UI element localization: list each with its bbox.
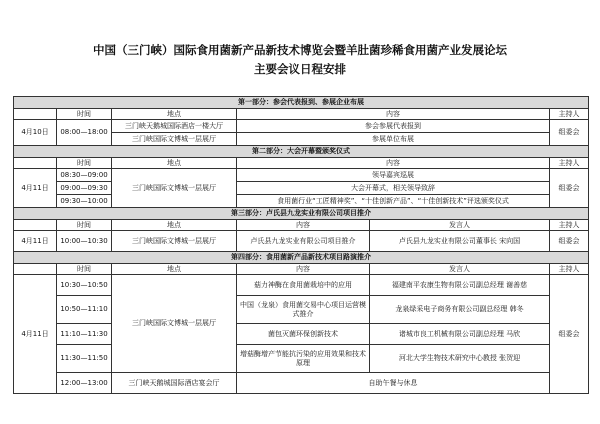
location-cell: 三门峡国际文博城一层展厅 <box>112 231 237 252</box>
header-host: 主持人 <box>550 264 589 275</box>
column-header-row <box>14 264 589 275</box>
time-cell: 10:30—10:50 <box>57 275 112 296</box>
speaker-cell: 龙泉绿采电子商务有限公司副总经理 韩冬 <box>370 296 550 324</box>
blank-cell <box>14 158 57 169</box>
time-cell: 11:30—11:50 <box>57 345 112 373</box>
time-cell: 10:00—10:30 <box>57 231 112 252</box>
section-header-row <box>14 97 589 109</box>
content-cell: 菌包灭菌环保创新技术 <box>237 324 370 345</box>
date-cell: 4月10日 <box>14 120 57 146</box>
table-row <box>14 275 589 296</box>
host-cell: 组委会 <box>550 169 589 208</box>
table-row <box>14 296 589 324</box>
header-time: 时间 <box>57 264 112 275</box>
content-cell: 参展单位布展 <box>237 133 550 146</box>
time-cell: 11:10—11:30 <box>57 324 112 345</box>
table-row <box>14 169 589 182</box>
location-cell: 三门峡国际文博城一层展厅 <box>112 169 237 208</box>
content-cell: 大会开幕式，相关领导致辞 <box>237 182 550 195</box>
header-location: 地点 <box>112 264 237 275</box>
speaker-cell: 福建南平农康生物有限公司副总经理 谢善慈 <box>370 275 550 296</box>
location-cell: 三门峡国际文博城一层展厅 <box>112 275 237 373</box>
table-row <box>14 195 589 208</box>
blank-cell <box>14 264 57 275</box>
header-host: 主持人 <box>550 158 589 169</box>
speaker-cell: 河北大学生物技术研究中心教授 张贺迎 <box>370 345 550 373</box>
header-host: 主持人 <box>550 109 589 120</box>
content-cell: 自助午餐与休息 <box>237 373 550 394</box>
section-header-row <box>14 208 589 220</box>
host-cell: 组委会 <box>550 275 589 394</box>
header-speaker: 发言人 <box>370 220 550 231</box>
table-row <box>14 231 589 252</box>
time-cell: 12:00—13:00 <box>57 373 112 394</box>
table-row <box>14 324 589 345</box>
column-header-row <box>14 109 589 120</box>
section-heading: 第一部分：参会代表报到、参展企业布展 <box>14 97 589 109</box>
header-time: 时间 <box>57 158 112 169</box>
section-header-row <box>14 146 589 158</box>
date-cell: 4月11日 <box>14 169 57 208</box>
time-cell: 08:00—18:00 <box>57 120 112 146</box>
content-cell: 食用菌行业“工匠精神奖”、“十佳创新产品”、“十佳创新技术”评选颁奖仪式 <box>237 195 550 208</box>
header-content: 内容 <box>237 158 550 169</box>
host-cell: 组委会 <box>550 120 589 146</box>
content-cell: 卢氏县九龙实业有限公司项目推介 <box>237 231 370 252</box>
header-host: 主持人 <box>550 220 589 231</box>
header-time: 时间 <box>57 109 112 120</box>
header-content: 内容 <box>237 264 370 275</box>
content-cell: 领导嘉宾巡展 <box>237 169 550 182</box>
blank-cell <box>14 220 57 231</box>
time-cell: 08:30—09:00 <box>57 169 112 182</box>
location-cell: 三门峡天鹅城国际酒店宴会厅 <box>112 373 237 394</box>
header-location: 地点 <box>112 158 237 169</box>
column-header-row <box>14 220 589 231</box>
header-content: 内容 <box>237 109 550 120</box>
header-speaker: 发言人 <box>370 264 550 275</box>
table-row <box>14 120 589 133</box>
page-subtitle: 主要会议日程安排 <box>254 62 346 76</box>
table-row <box>14 345 589 373</box>
table-row <box>14 182 589 195</box>
date-cell: 4月11日 <box>14 231 57 252</box>
content-cell: 参会参展代表报到 <box>237 120 550 133</box>
host-cell: 组委会 <box>550 231 589 252</box>
content-cell: 增菇酶增产节能抗污染的应用效果和技术原理 <box>237 345 370 373</box>
blank-cell <box>14 109 57 120</box>
content-cell: 菇力神酶在食用菌栽培中的应用 <box>237 275 370 296</box>
time-cell: 09:30—10:00 <box>57 195 112 208</box>
header-content: 内容 <box>237 220 370 231</box>
header-location: 地点 <box>112 109 237 120</box>
section-heading: 第四部分：食用菌新产品新技术项目路演推介 <box>14 252 589 264</box>
section-header-row <box>14 252 589 264</box>
time-cell: 10:50—11:10 <box>57 296 112 324</box>
location-cell: 三门峡国际文博城一层展厅 <box>112 133 237 146</box>
location-cell: 三门峡天鹅城国际酒店一楼大厅 <box>112 120 237 133</box>
schedule-table <box>13 96 589 394</box>
column-header-row <box>14 158 589 169</box>
speaker-cell: 诸城市良工机械有限公司副总经理 马欣 <box>370 324 550 345</box>
time-cell: 09:00—09:30 <box>57 182 112 195</box>
page-title: 中国（三门峡）国际食用菌新产品新技术博览会暨羊肚菌珍稀食用菌产业发展论坛 <box>93 43 507 57</box>
section-heading: 第三部分：卢氏县九龙实业有限公司项目推介 <box>14 208 589 220</box>
section-heading: 第二部分：大会开幕暨颁奖仪式 <box>14 146 589 158</box>
speaker-cell: 卢氏县九龙实业有限公司董事长 宋向国 <box>370 231 550 252</box>
table-row <box>14 373 589 394</box>
content-cell: 中国（龙泉）食用菌交易中心项目运营模式推介 <box>237 296 370 324</box>
date-cell: 4月11日 <box>14 275 57 394</box>
header-time: 时间 <box>57 220 112 231</box>
header-location: 地点 <box>112 220 237 231</box>
